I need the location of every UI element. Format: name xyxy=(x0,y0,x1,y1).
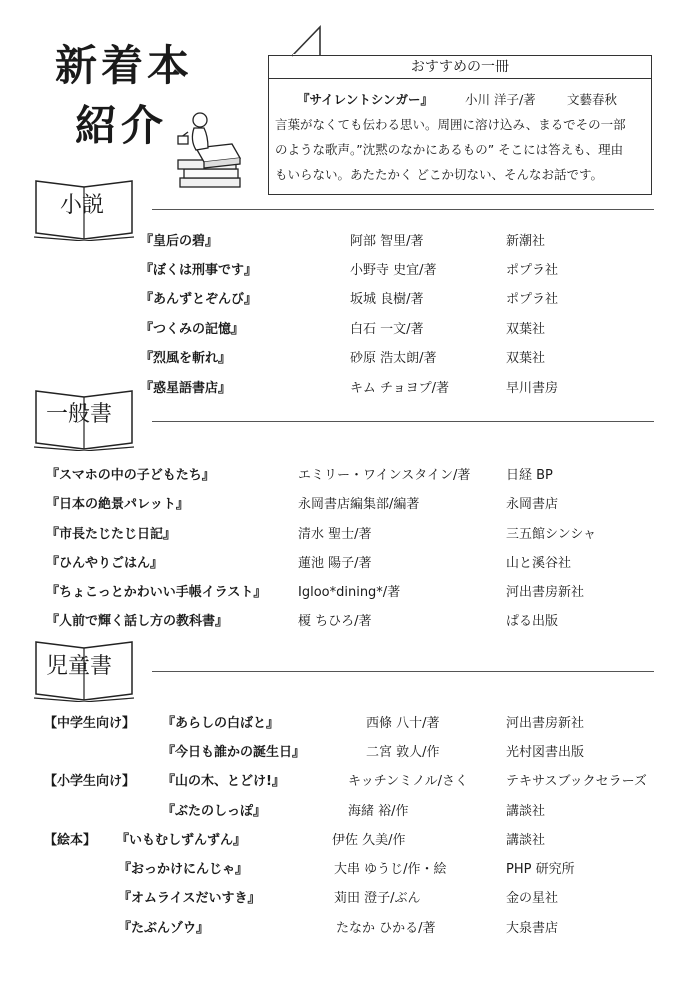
book-publisher: 金の星社 xyxy=(506,891,559,906)
section-label-children: 児童書 xyxy=(46,654,113,679)
book-title: 『烈風を斬れ』 xyxy=(140,351,232,366)
book-row xyxy=(0,289,700,311)
book-publisher: ポプラ社 xyxy=(506,292,559,307)
book-title: 『オムライスだいすき』 xyxy=(118,891,261,906)
book-publisher: 講談社 xyxy=(506,804,546,819)
book-author: 榎 ちひろ/著 xyxy=(298,614,372,629)
book-row xyxy=(0,582,700,604)
book-title: 『おっかけにんじゃ』 xyxy=(118,862,249,877)
book-author: 白石 一文/著 xyxy=(350,322,424,337)
book-author: エミリー・ワインスタイン/著 xyxy=(298,468,471,483)
book-author: 阿部 智里/著 xyxy=(350,234,424,249)
book-row xyxy=(0,553,700,575)
book-publisher: 双葉社 xyxy=(506,351,546,366)
book-title: 『あらしの白ばと』 xyxy=(162,716,280,731)
book-title: 『ぶたのしっぽ』 xyxy=(162,804,267,819)
recommend-author: 小川 洋子/著 xyxy=(465,92,536,107)
book-author: 苅田 澄子/ぶん xyxy=(334,891,421,906)
recommend-box xyxy=(268,55,652,195)
book-publisher: 講談社 xyxy=(506,833,546,848)
book-publisher: テキサスブックセラーズ xyxy=(506,774,647,789)
book-row xyxy=(0,771,700,793)
book-author: 坂城 良樹/著 xyxy=(350,292,424,307)
book-publisher: 永岡書店 xyxy=(506,497,559,512)
book-author: 二宮 敦人/作 xyxy=(366,745,440,760)
book-author: 大串 ゆうじ/作・絵 xyxy=(334,862,447,877)
book-row xyxy=(0,611,700,633)
book-publisher: PHP 研究所 xyxy=(506,862,575,877)
book-author: 砂原 浩太朗/著 xyxy=(350,351,437,366)
book-row xyxy=(0,830,700,852)
book-title: 『人前で輝く話し方の教科書』 xyxy=(46,614,229,629)
book-category: 【絵本】 xyxy=(44,833,97,848)
recommend-header: おすすめの一冊 xyxy=(269,56,651,79)
book-author: 海緒 裕/作 xyxy=(348,804,409,819)
book-publisher: 大泉書店 xyxy=(506,921,559,936)
book-row xyxy=(0,494,700,516)
book-title: 『山の木、とどけ!』 xyxy=(162,774,285,789)
book-title: 『ぼくは刑事です』 xyxy=(140,263,258,278)
book-row xyxy=(0,742,700,764)
book-publisher: 日経 BP xyxy=(506,468,553,483)
book-publisher: 双葉社 xyxy=(506,322,546,337)
section-label-general: 一般書 xyxy=(46,402,113,427)
book-publisher: 早川書房 xyxy=(506,381,559,396)
book-author: 清水 聖士/著 xyxy=(298,527,372,542)
book-title: 『日本の絶景パレット』 xyxy=(46,497,189,512)
book-author: 永岡書店編集部/編著 xyxy=(298,497,420,512)
book-publisher: ぱる出版 xyxy=(506,614,559,629)
book-title: 『ひんやりごはん』 xyxy=(46,556,164,571)
section-divider xyxy=(152,671,654,672)
book-publisher: 山と溪谷社 xyxy=(506,556,572,571)
reading-child-illustration-icon xyxy=(170,108,260,198)
book-row xyxy=(0,801,700,823)
book-title: 『あんずとぞんび』 xyxy=(140,292,258,307)
book-title: 『つくみの記憶』 xyxy=(140,322,245,337)
book-title: 『たぶんゾウ』 xyxy=(118,921,210,936)
book-row xyxy=(0,465,700,487)
book-title: 『市長たじたじ日記』 xyxy=(46,527,177,542)
book-publisher: 光村図書出版 xyxy=(506,745,585,760)
book-title: 『今日も誰かの誕生日』 xyxy=(162,745,306,760)
recommend-text-line: 言葉がなくても伝わる思い。周囲に溶け込み、まるでその一部 xyxy=(275,117,626,132)
recommend-book-title: 『サイレントシンガー』 xyxy=(297,92,434,107)
book-author: Igloo*dining*/著 xyxy=(298,585,401,600)
book-author: 西條 八十/著 xyxy=(366,716,440,731)
page-title-line-2: 紹介 xyxy=(75,101,168,150)
book-author: 蓮池 陽子/著 xyxy=(298,556,372,571)
book-title: 『惑星語書店』 xyxy=(140,381,232,396)
recommend-publisher: 文藝春秋 xyxy=(567,92,618,107)
book-author: たなか ひかる/著 xyxy=(336,921,436,936)
recommend-text-line: のような歌声。”沈黙のなかにあるもの” そこには答えも、理由 xyxy=(275,142,624,157)
book-publisher: ポプラ社 xyxy=(506,263,559,278)
book-category: 【中学生向け】 xyxy=(44,716,136,731)
book-title: 『ちょこっとかわいい手帳イラスト』 xyxy=(46,585,267,600)
book-author: 小野寺 史宜/著 xyxy=(350,263,437,278)
book-author: キム チョヨプ/著 xyxy=(350,381,449,396)
page-title-line-1: 新着本 xyxy=(55,41,194,90)
book-row xyxy=(0,260,700,282)
book-publisher: 新潮社 xyxy=(506,234,546,249)
book-row xyxy=(0,918,700,940)
section-divider xyxy=(152,421,654,422)
book-category: 【小学生向け】 xyxy=(44,774,136,789)
book-publisher: 三五館シンシャ xyxy=(506,527,597,542)
book-author: 伊佐 久美/作 xyxy=(332,833,406,848)
book-title: 『いもむしずんずん』 xyxy=(116,833,247,848)
book-author: キッチンミノル/さく xyxy=(348,774,468,789)
book-publisher: 河出書房新社 xyxy=(506,585,585,600)
book-row xyxy=(0,319,700,341)
section-divider xyxy=(152,209,654,210)
speech-bubble-tail xyxy=(290,25,350,57)
book-row xyxy=(0,231,700,253)
book-row xyxy=(0,888,700,910)
book-publisher: 河出書房新社 xyxy=(506,716,585,731)
book-row xyxy=(0,859,700,881)
recommend-text-line: もいらない。あたたかく どこか切ない、そんなお話です。 xyxy=(275,167,603,182)
book-row xyxy=(0,348,700,370)
section-label-novel: 小説 xyxy=(60,193,105,218)
book-row xyxy=(0,524,700,546)
book-title: 『皇后の碧』 xyxy=(140,234,219,249)
book-title: 『スマホの中の子どもたち』 xyxy=(46,468,215,483)
book-row xyxy=(0,713,700,735)
